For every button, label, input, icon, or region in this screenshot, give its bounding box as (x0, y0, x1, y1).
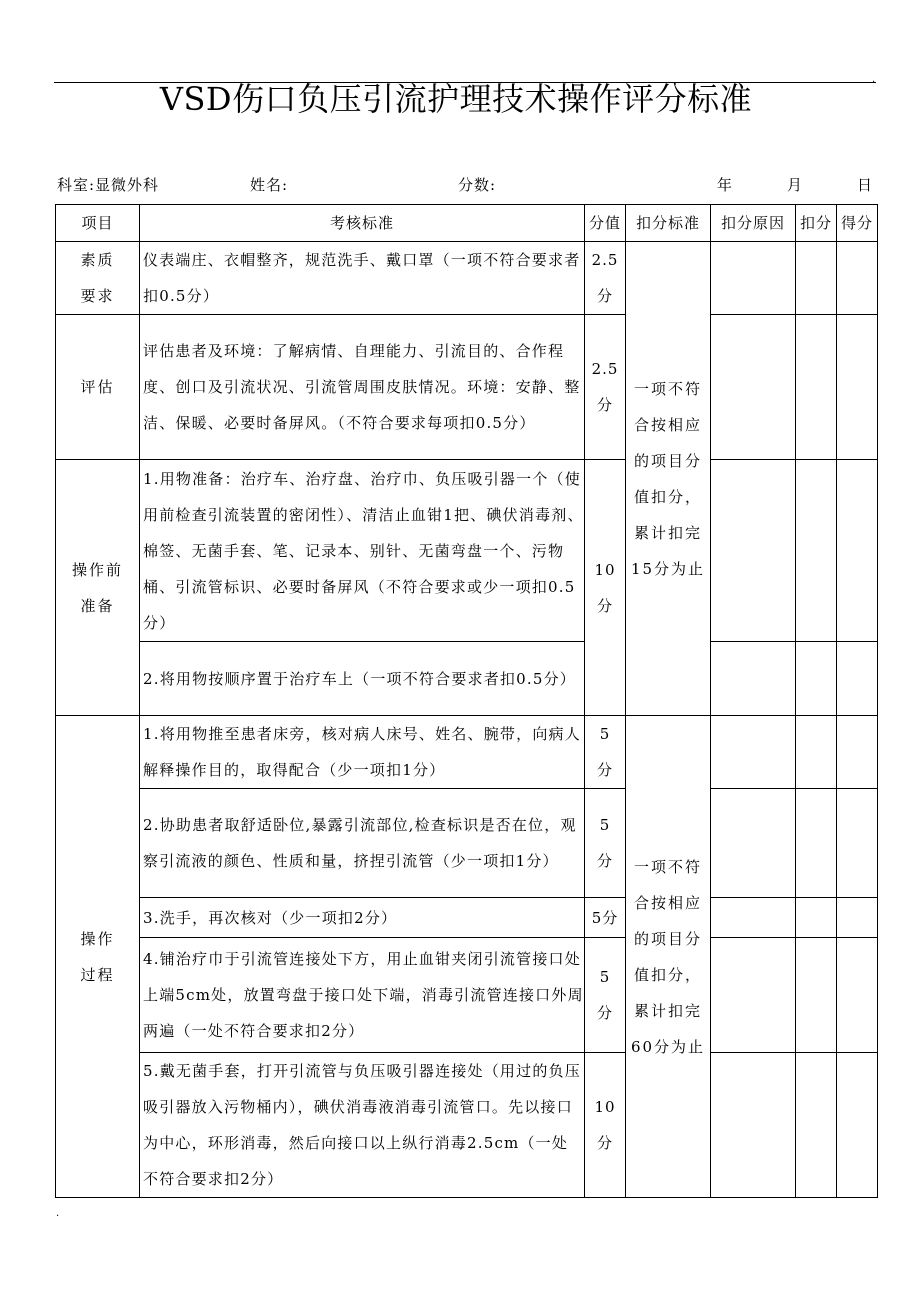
score-cell[interactable] (837, 1053, 878, 1198)
header-deduction: 扣分 (796, 205, 837, 242)
score-cell[interactable] (837, 938, 878, 1053)
table-row (56, 1053, 878, 1198)
deduction-cell[interactable] (796, 315, 837, 460)
score-label: 分数: (458, 176, 497, 194)
deduction-cell[interactable] (796, 789, 837, 898)
deduction-cell[interactable] (796, 716, 837, 789)
header-row (56, 205, 878, 242)
table-row (56, 716, 878, 789)
header-deduction-rule: 扣分标准 (626, 205, 711, 242)
table-row (56, 315, 878, 460)
header-points: 分值 (585, 205, 626, 242)
deduction-rule-group1: 一项不符 合按相应 的项目分 值扣分， 累计扣完 15分为止 (626, 242, 711, 716)
criteria-cell: 仪表端庄、衣帽整齐，规范洗手、戴口罩（一项不符合要求者扣0.5分） (140, 242, 585, 315)
score-cell[interactable] (837, 716, 878, 789)
deduction-cell[interactable] (796, 242, 837, 315)
criteria-cell: 2.协助患者取舒适卧位,暴露引流部位,检查标识是否在位，观察引流液的颜色、性质和量，挤捏引流管（少一项扣1分） (140, 789, 585, 898)
deduction-cell[interactable] (796, 898, 837, 938)
deduction-reason-cell[interactable] (711, 1053, 796, 1198)
score-cell[interactable] (837, 460, 878, 642)
criteria-cell: 评估患者及环境：了解病情、自理能力、引流目的、合作程度、创口及引流状况、引流管周围皮肤情况。环境：安静、整洁、保暖、必要时备屏风。（不符合要求每项扣0.5分） (140, 315, 585, 460)
points-cell: 2.5 分 (585, 315, 626, 460)
document-title: VSD伤口负压引流护理技术操作评分标准 (159, 80, 753, 118)
deduction-reason-cell[interactable] (711, 789, 796, 898)
deduction-cell[interactable] (796, 460, 837, 642)
deduction-reason-cell[interactable] (711, 716, 796, 789)
item-prep: 操作前 准备 (56, 460, 140, 716)
month-label: 月 (787, 176, 804, 194)
item-assess: 评估 (56, 315, 140, 460)
points-cell: 10 分 (585, 460, 626, 716)
criteria-cell: 3.洗手，再次核对（少一项扣2分） (140, 898, 585, 938)
criteria-cell: 1.用物准备：治疗车、治疗盘、治疗巾、负压吸引器一个（使用前检查引流装置的密闭性）、清洁止血钳1把、碘伏消毒剂、棉签、无菌手套、笔、记录本、别针、无菌弯盘一个、污物桶、引流管标识、必要时备屏风（不符合要求或少一项扣0.5分） (140, 460, 585, 642)
criteria-cell: 1.将用物推至患者床旁，核对病人床号、姓名、腕带，向病人解释操作目的，取得配合（少一项扣1分） (140, 716, 585, 789)
department-label: 科室:显微外科 (57, 176, 160, 194)
header-score: 得分 (837, 205, 878, 242)
score-cell[interactable] (837, 242, 878, 315)
table-row (56, 642, 878, 716)
corner-dot-bottom: . (56, 1208, 60, 1219)
points-cell: 5 分 (585, 938, 626, 1053)
points-cell: 2.5 分 (585, 242, 626, 315)
points-cell: 5 分 (585, 716, 626, 789)
header-criteria: 考核标准 (140, 205, 585, 242)
score-cell[interactable] (837, 315, 878, 460)
year-label: 年 (717, 176, 734, 194)
item-quality: 素质 要求 (56, 242, 140, 315)
header-deduction-reason: 扣分原因 (711, 205, 796, 242)
score-cell[interactable] (837, 898, 878, 938)
deduction-cell[interactable] (796, 1053, 837, 1198)
criteria-cell: 4.铺治疗巾于引流管连接处下方，用止血钳夹闭引流管接口处上端5cm处，放置弯盘于接口处下端，消毒引流管连接口外周两遍（一处不符合要求扣2分） (140, 938, 585, 1053)
header-item: 项目 (56, 205, 140, 242)
points-cell: 5 分 (585, 789, 626, 898)
corner-dot-top: . (872, 74, 876, 85)
points-cell: 5分 (585, 898, 626, 938)
deduction-rule-group2: 一项不符 合按相应 的项目分 值扣分， 累计扣完 60分为止 (626, 716, 711, 1198)
table-row (56, 898, 878, 938)
table-row (56, 460, 878, 642)
criteria-cell: 5.戴无菌手套，打开引流管与负压吸引器连接处（用过的负压吸引器放入污物桶内），碘伏消毒液消毒引流管口。先以接口为中心，环形消毒，然后向接口以上纵行消毒2.5cm（一处不符合要求扣2分） (140, 1053, 585, 1198)
points-cell: 10 分 (585, 1053, 626, 1198)
deduction-reason-cell[interactable] (711, 938, 796, 1053)
table-row (56, 789, 878, 898)
deduction-reason-cell[interactable] (711, 315, 796, 460)
table-row (56, 242, 878, 315)
deduction-reason-cell[interactable] (711, 898, 796, 938)
name-label: 姓名: (250, 176, 289, 194)
deduction-reason-cell[interactable] (711, 642, 796, 716)
deduction-reason-cell[interactable] (711, 460, 796, 642)
deduction-cell[interactable] (796, 938, 837, 1053)
score-cell[interactable] (837, 642, 878, 716)
deduction-cell[interactable] (796, 642, 837, 716)
criteria-cell: 2.将用物按顺序置于治疗车上（一项不符合要求者扣0.5分） (140, 642, 585, 716)
deduction-reason-cell[interactable] (711, 242, 796, 315)
table-row (56, 938, 878, 1053)
item-process: 操作 过程 (56, 716, 140, 1198)
score-cell[interactable] (837, 789, 878, 898)
scoring-table (55, 204, 878, 1198)
day-label: 日 (857, 176, 874, 194)
